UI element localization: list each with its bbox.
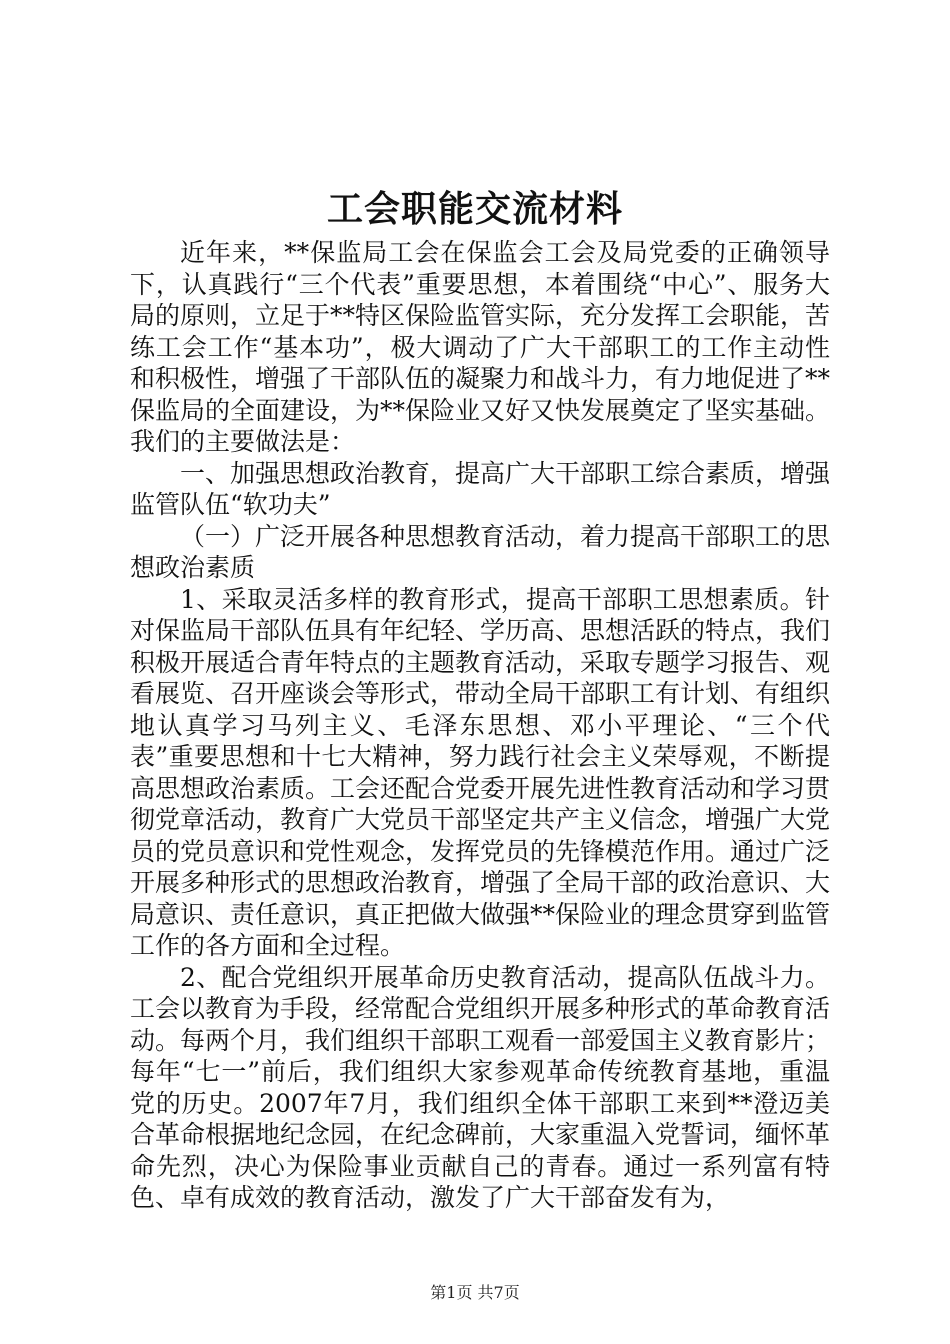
paragraph-intro: 近年来，**保监局工会在保监会工会及局党委的正确领导下，认真践行“三个代表”重要思想，本着围绕“中心”、服务大局的原则，立足于**特区保险监管实际，充分发挥工会职能，苦练工会工作“基本功”，极大调动了广大干部职工的工作主动性和积极性，增强了干部队伍的凝聚力和战斗力，有力地促进了**保监局的全面建设，为**保险业又好又快发展奠定了坚实基础。我们的主要做法是： [130,238,831,456]
page-number-footer: 第1页 共7页 [430,1283,520,1302]
paragraph-section-heading: 一、加强思想政治教育，提高广大干部职工综合素质，增强监管队伍“软功夫” [130,458,831,519]
document-body [130,237,830,1214]
paragraph-subsection-heading: （一）广泛开展各种思想教育活动，着力提高干部职工的思想政治素质 [130,521,831,582]
paragraph-item-2: 2、配合党组织开展革命历史教育活动，提高队伍战斗力。工会以教育为手段，经常配合党组织开展多种形式的革命教育活动。每两个月，我们组织干部职工观看一部爱国主义教育影片；每年“七一”前后，我们组织大家参观革命传统教育基地，重温党的历史。2007年7月，我们组织全体干部职工来到**澄迈美合革命根据地纪念园，在纪念碑前，大家重温入党誓词，缅怀革命先烈，决心为保险事业贡献自己的青春。通过一系列富有特色、卓有成效的教育活动，激发了广大干部奋发有为， [130,962,831,1212]
paragraph-item-1: 1、采取灵活多样的教育形式，提高干部职工思想素质。针对保监局干部队伍具有年纪轻、学历高、思想活跃的特点，我们积极开展适合青年特点的主题教育活动，采取专题学习报告、观看展览、召开座谈会等形式，带动全局干部职工有计划、有组织地认真学习马列主义、毛泽东思想、邓小平理论、“三个代表”重要思想和十七大精神，努力践行社会主义荣辱观，不断提高思想政治素质。工会还配合党委开展先进性教育活动和学习贯彻党章活动，教育广大党员干部坚定共产主义信念，增强广大党员的党员意识和党性观念，发挥党员的先锋模范作用。通过广泛开展多种形式的思想政治教育，增强了全局干部的政治意识、大局意识、责任意识，真正把做大做强**保险业的理念贯穿到监管工作的各方面和全过程。 [130,584,831,960]
document-title: 工会职能交流材料 [326,188,623,230]
